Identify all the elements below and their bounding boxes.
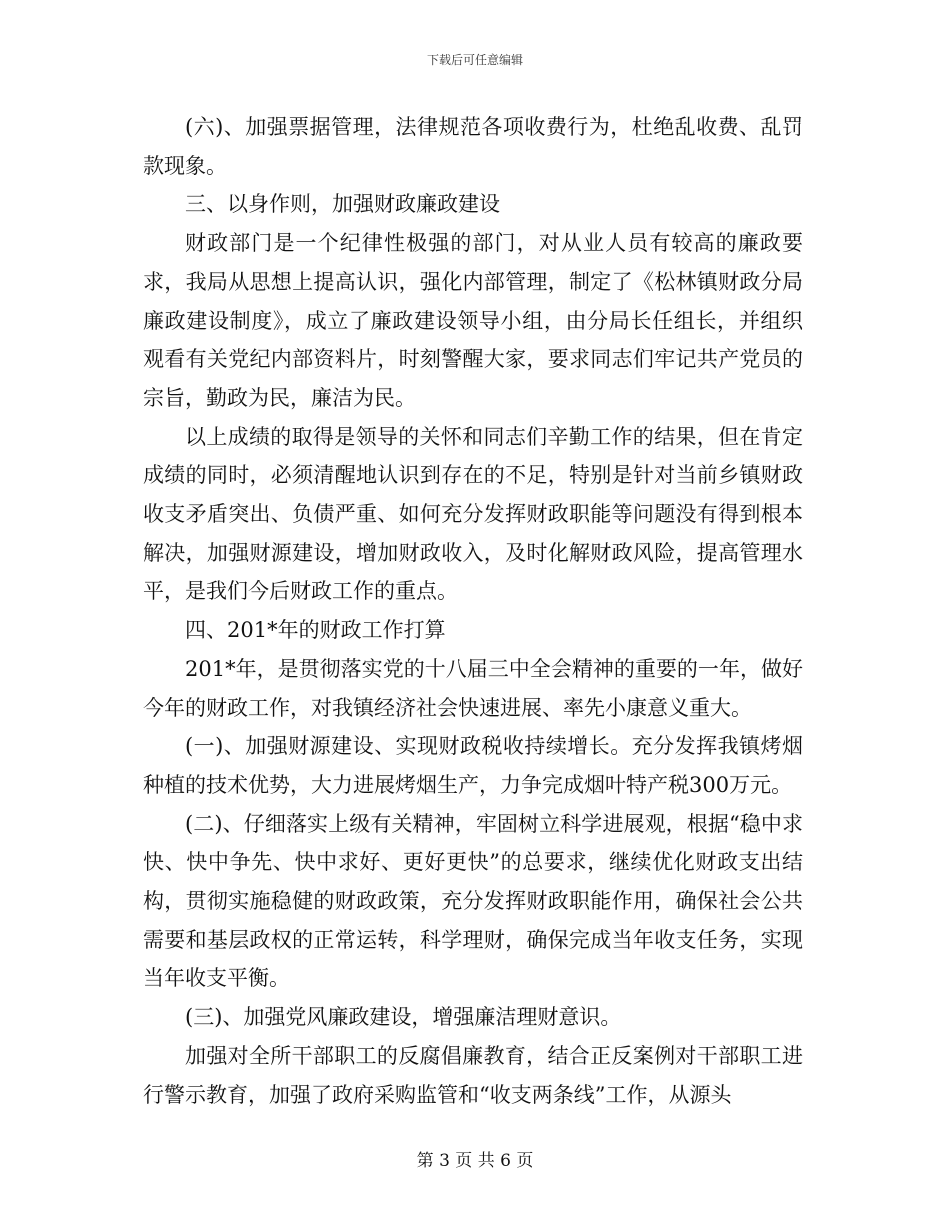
paragraph: 财政部门是一个纪律性极强的部门，对从业人员有较高的廉政要求，我局从思想上提高认识，强化内部管理，制定了《松林镇财政分局廉政建设制度》，成立了廉政建设领导小组，由分局长任组长，并组织观看有关党纪内部资料片，时刻警醒大家，要求同志们牢记共产党员的宗旨，勤政为民，廉洁为民。 bbox=[143, 231, 803, 410]
section-heading: 三、以身作则，加强财政廉政建设 bbox=[185, 192, 500, 217]
paragraph: 以上成绩的取得是领导的关怀和同志们辛勤工作的结果，但在肯定成绩的同时，必须清醒地认识到存在的不足，特别是针对当前乡镇财政收支矛盾突出、负债严重、如何充分发挥财政职能等问题没有得到根本解决，加强财源建设，增加财政收入，及时化解财政风险，提高管理水平，是我们今后财政工作的重点。 bbox=[143, 424, 803, 604]
paragraph: 201*年，是贯彻落实党的十八届三中全会精神的重要的一年，做好今年的财政工作，对我镇经济社会快速进展、率先小康意义重大。 bbox=[143, 656, 803, 720]
page-header: 下载后可任意编辑 bbox=[426, 53, 523, 67]
paragraph: 加强对全所干部职工的反腐倡廉教育，结合正反案例对干部职工进行警示教育，加强了政府采购监管和“收支两条线”工作，从源头 bbox=[143, 1043, 803, 1107]
paragraph: (一)、加强财源建设、实现财政税收持续增长。充分发挥我镇烤烟种植的技术优势，大力进展烤烟生产，力争完成烟叶特产税300万元。 bbox=[143, 734, 803, 797]
subsection-heading: (三)、加强党风廉政建设，增强廉洁理财意识。 bbox=[185, 1005, 622, 1030]
paragraph: (二)、仔细落实上级有关精神，牢固树立科学进展观，根据“稳中求快、快中争先、快中求好、更好更快”的总要求，继续优化财政支出结构，贯彻实施稳健的财政政策，充分发挥财政职能作用，确保社会公共需要和基层政权的正常运转，科学理财，确保完成当年收支任务，实现当年收支平衡。 bbox=[143, 811, 803, 991]
document-body bbox=[143, 108, 803, 1114]
page-footer: 第 3 页 共 6 页 bbox=[416, 1151, 534, 1171]
section-heading: 四、201*年的财政工作打算 bbox=[185, 618, 446, 643]
paragraph: (六)、加强票据管理，法律规范各项收费行为，杜绝乱收费、乱罚款现象。 bbox=[143, 115, 803, 178]
